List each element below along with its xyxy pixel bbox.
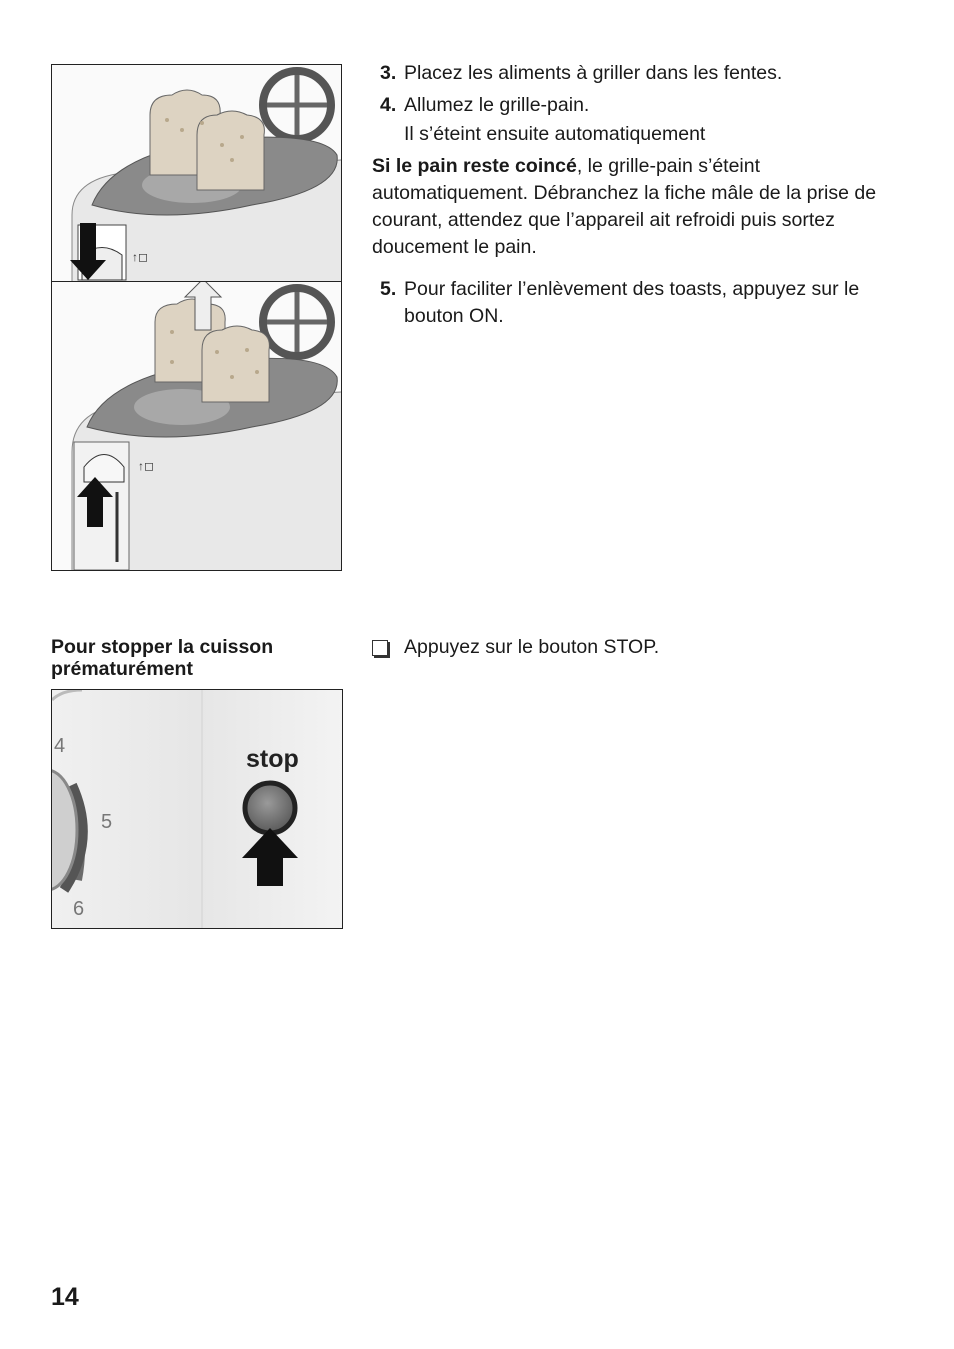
step-3 bbox=[380, 60, 782, 87]
lever-symbol: ↑◻ bbox=[138, 459, 154, 473]
step-4-note: Il s’éteint ensuite automatiquement bbox=[404, 123, 706, 145]
stop-instruction bbox=[372, 634, 659, 661]
dial-number-4: 4 bbox=[54, 735, 66, 757]
step-number: 4. bbox=[380, 94, 397, 116]
checkbox-icon bbox=[372, 640, 388, 656]
figure-toaster-lever-down bbox=[51, 64, 342, 282]
stuck-bread-paragraph bbox=[372, 153, 912, 261]
stop-instruction-text: Appuyez sur le bouton STOP. bbox=[404, 636, 660, 658]
dial-number-6: 6 bbox=[73, 898, 85, 920]
stop-button bbox=[245, 783, 295, 833]
step-text: Placez les aliments à griller dans les fentes. bbox=[404, 62, 783, 84]
section-title: Pour stopper la cuisson prématurément bbox=[51, 636, 274, 680]
step-5 bbox=[380, 276, 900, 330]
figure-toaster-lever-up bbox=[51, 281, 342, 571]
stuck-bread-text: , le grille-pain s’éteint automatiquement. Débranchez la fiche mâle de la prise de courant, attendez que l’appareil ait refroidi puis sortez doucement le pain. bbox=[372, 155, 877, 258]
page-number: 14 bbox=[51, 1283, 79, 1311]
step-text: Pour faciliter l’enlèvement des toasts, appuyez sur le bouton ON. bbox=[404, 278, 860, 327]
stuck-bread-bold: Si le pain reste coincé bbox=[372, 155, 577, 177]
step-number: 5. bbox=[380, 278, 397, 300]
step-number: 3. bbox=[380, 62, 397, 84]
step-text: Allumez le grille-pain. bbox=[404, 94, 590, 116]
figure-stop-button bbox=[51, 689, 343, 929]
stop-label: stop bbox=[246, 745, 299, 773]
lever-symbol: ↑◻ bbox=[132, 250, 148, 264]
dial-number-5: 5 bbox=[101, 811, 113, 833]
step-4 bbox=[380, 92, 589, 119]
